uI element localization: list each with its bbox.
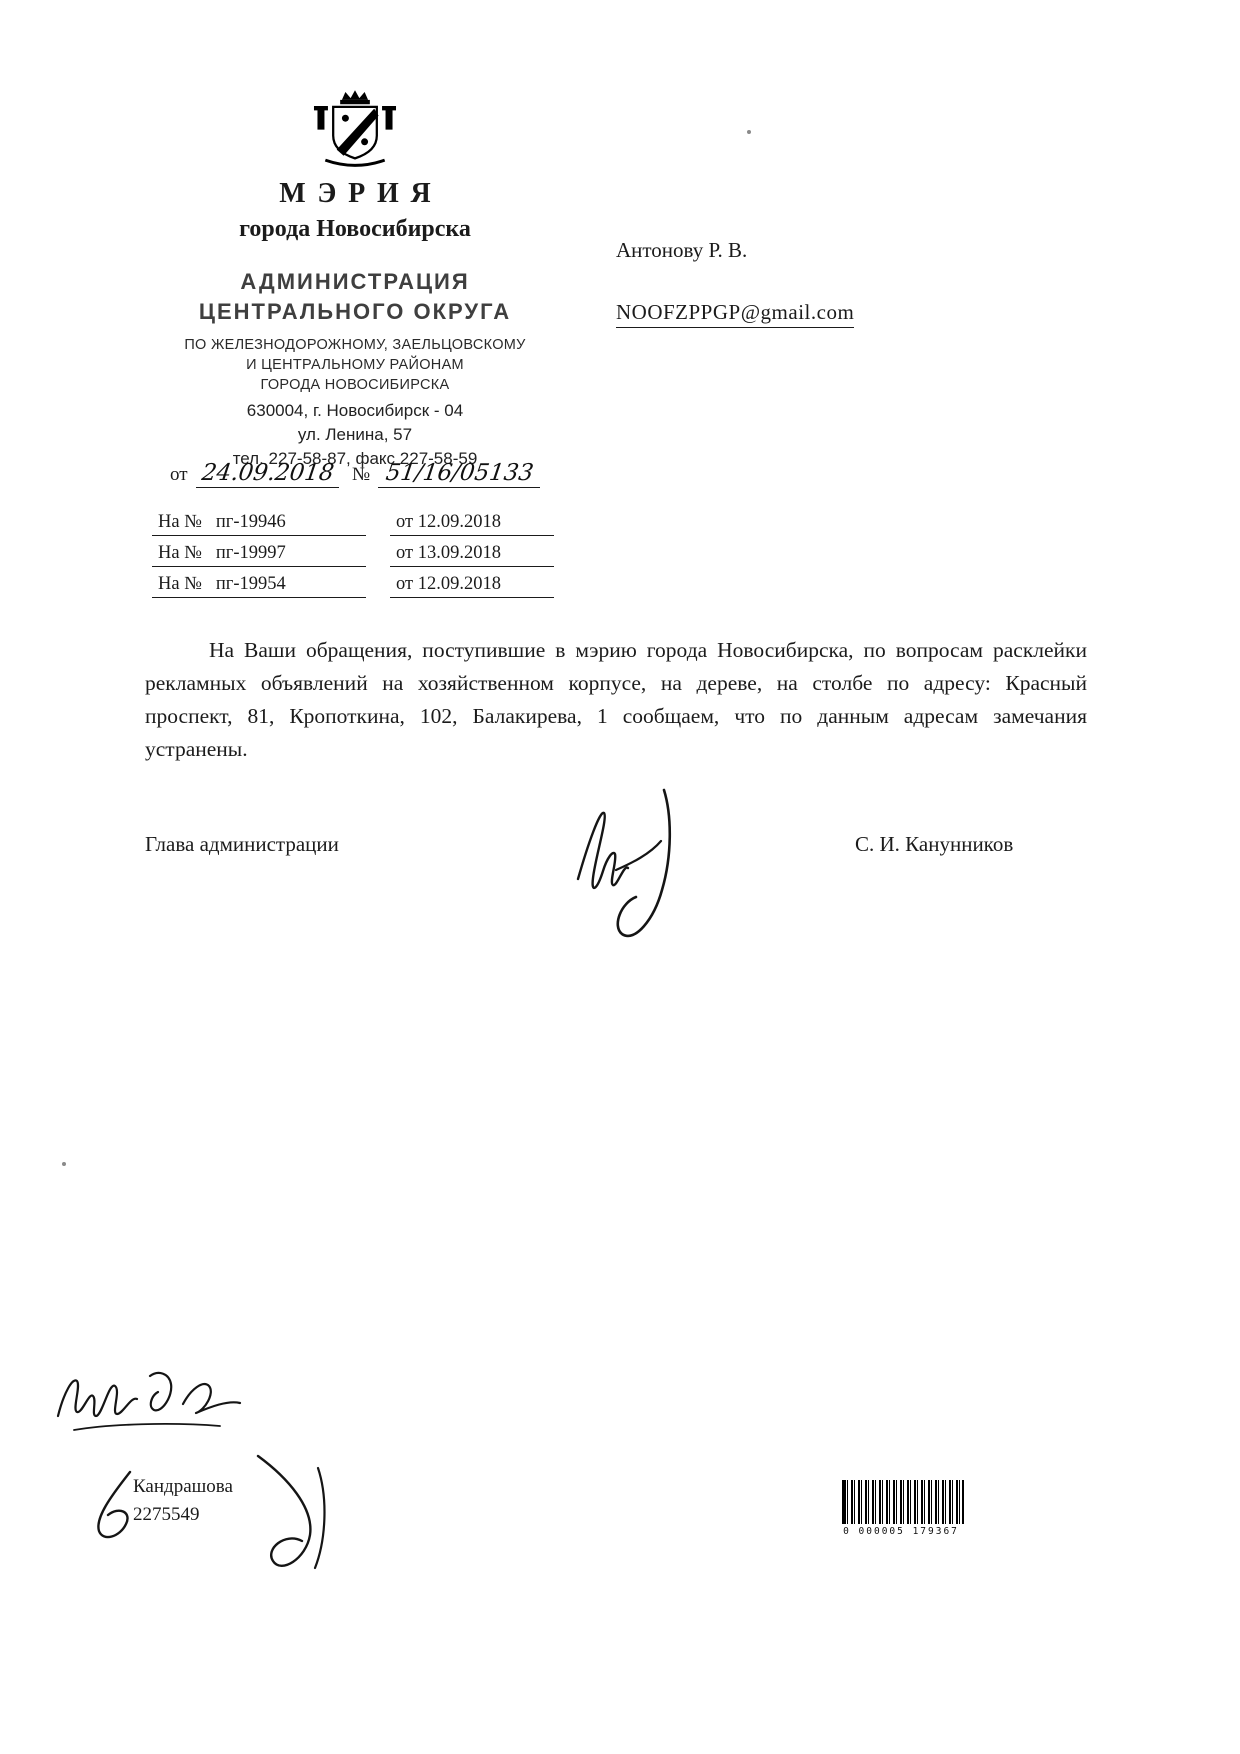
scan-speck xyxy=(747,130,751,134)
address-line3: тел. 227-58-87, факс 227-58-59 xyxy=(232,449,478,468)
outgoing-line xyxy=(170,460,548,488)
ref-date: 12.09.2018 xyxy=(417,512,501,532)
reference-row xyxy=(152,512,554,536)
address-line1: 630004, г. Новосибирск - 04 xyxy=(246,401,464,420)
ref-number: пг-19954 xyxy=(215,574,286,594)
address-line2: ул. Ленина, 57 xyxy=(297,425,413,444)
dept-line1: АДМИНИСТРАЦИЯ xyxy=(240,269,470,294)
signer-title: Глава администрации xyxy=(145,832,339,856)
ref-from-label: от xyxy=(396,574,414,594)
executor-phone: 2275549 xyxy=(133,1504,200,1525)
recipient-name: Антонову Р. В. xyxy=(616,238,748,262)
outgoing-date-label: от xyxy=(170,464,188,485)
ref-number: пг-19946 xyxy=(215,512,286,532)
scan-speck xyxy=(62,1162,66,1166)
reference-row xyxy=(152,574,554,598)
novosibirsk-coat-of-arms-icon xyxy=(307,88,403,172)
signature-scribble-tall xyxy=(228,1448,346,1583)
signer-name: С. И. Канунников xyxy=(855,832,1014,856)
ref-label: На № xyxy=(158,574,202,594)
reference-row xyxy=(152,543,554,567)
outgoing-date-handwritten: 24.09.2018 xyxy=(199,460,336,486)
signature-scribble-top xyxy=(50,1352,265,1447)
ref-from-label: от xyxy=(396,543,414,563)
ref-label: На № xyxy=(158,543,202,563)
ref-date: 13.09.2018 xyxy=(417,543,501,563)
ref-from-label: от xyxy=(396,512,414,532)
district-line3: ГОРОДА НОВОСИБИРСКА xyxy=(260,377,450,393)
org-name-line2: города Новосибирска xyxy=(239,216,471,242)
barcode-number: 0 000005 179367 xyxy=(843,1526,959,1537)
barcode-stripes-icon xyxy=(842,1480,964,1524)
outgoing-number-label: № xyxy=(352,464,371,485)
signature-kanunnikov xyxy=(558,784,718,949)
reference-list xyxy=(152,512,554,605)
org-name-line1: МЭРИЯ xyxy=(279,178,443,209)
barcode xyxy=(842,1480,960,1538)
ref-label: На № xyxy=(158,512,202,532)
district-line2: И ЦЕНТРАЛЬНОМУ РАЙОНАМ xyxy=(246,357,464,373)
dept-line2: ЦЕНТРАЛЬНОГО ОКРУГА xyxy=(198,299,512,324)
district-line1: ПО ЖЕЛЕЗНОДОРОЖНОМУ, ЗАЕЛЬЦОВСКОМУ xyxy=(184,337,526,353)
ref-number: пг-19997 xyxy=(215,543,286,563)
ref-date: 12.09.2018 xyxy=(417,574,501,594)
letterhead xyxy=(150,88,560,469)
recipient-email: NOOFZPPGP@gmail.com xyxy=(616,300,854,328)
letter-body: На Ваши обращения, поступившие в мэрию города Новосибирска, по вопросам расклейки рекламных объявлений на хозяйственном корпусе, на дереве, на столбе по адресу: Красный проспект, 81, Кропоткина, 102, Балакирева, 1 сообщаем, что по данным адресам замечания устранены. xyxy=(145,638,1087,761)
executor-name: Кандрашова xyxy=(133,1476,233,1497)
outgoing-number-handwritten: 51/16/05133 xyxy=(383,460,535,486)
